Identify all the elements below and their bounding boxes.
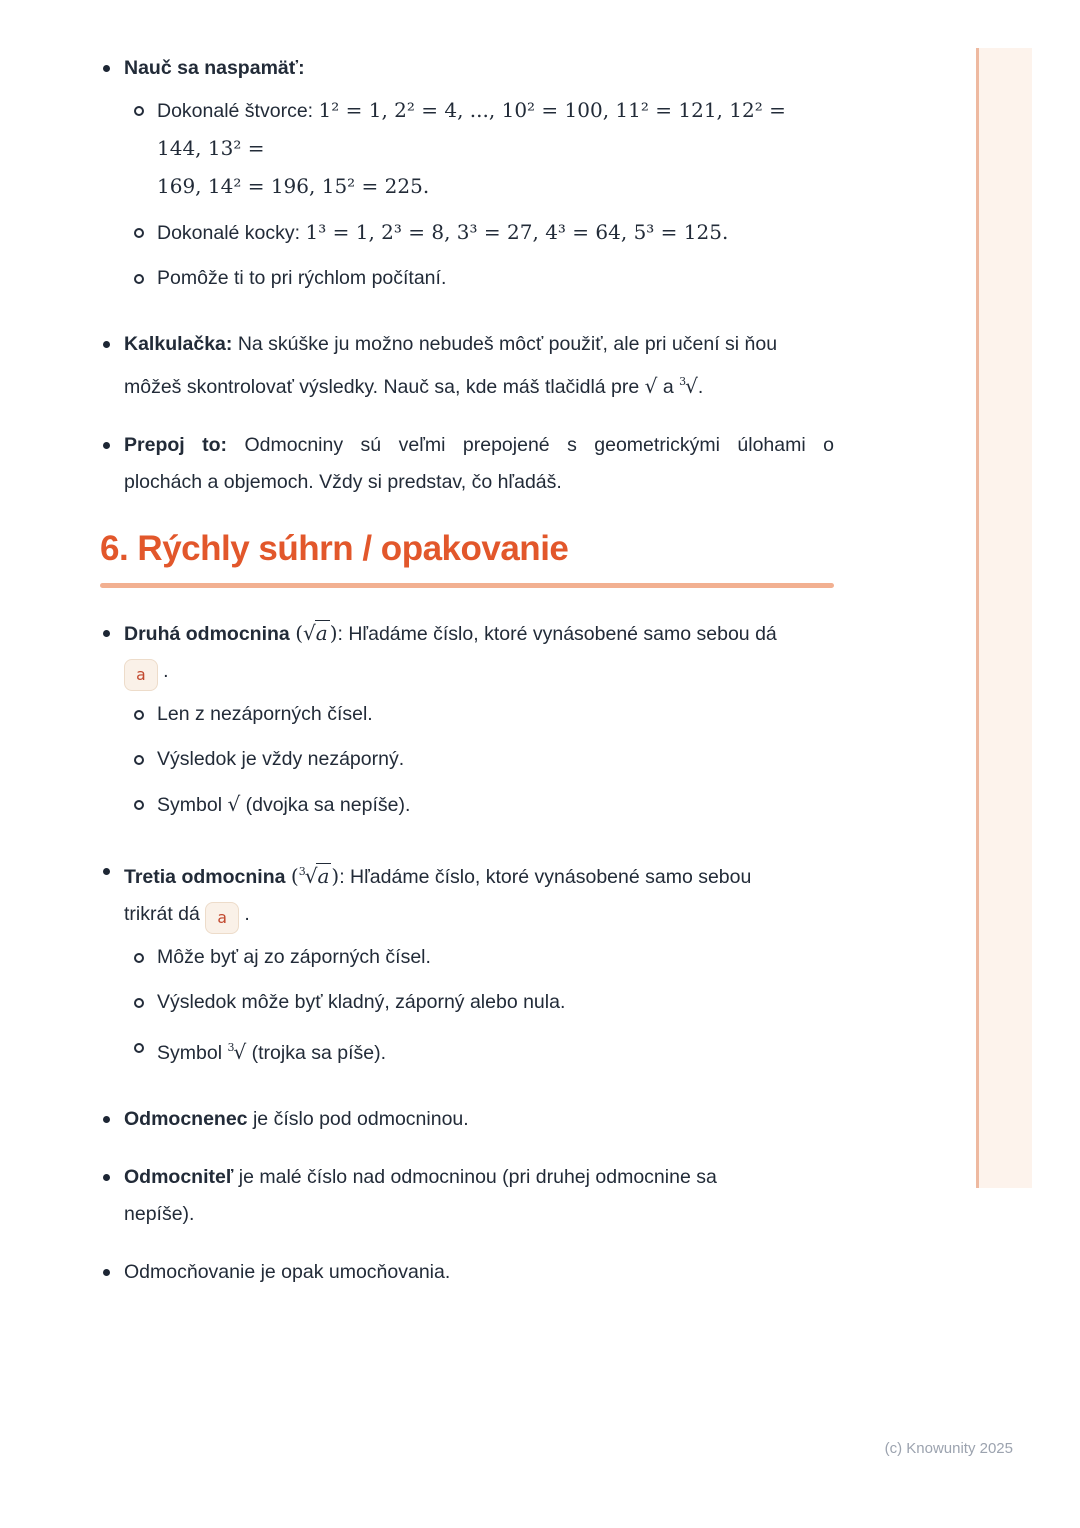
- bullet-inverse-term: [100, 1254, 834, 1291]
- cubes-math: 1³ = 1, 2³ = 8, 3³ = 27, 4³ = 64, 5³ = 125.: [305, 220, 729, 244]
- symbol-suffix: (trojka sa píše).: [251, 1042, 387, 1064]
- sub-bullet: [134, 939, 834, 976]
- sub-bullet-perfect-squares: [134, 92, 834, 206]
- notes-content: [100, 50, 834, 1312]
- sqrt-symbol: √: [227, 792, 241, 816]
- circle-bullet-icon: [134, 228, 144, 238]
- bullet-icon: [103, 1269, 110, 1276]
- connect-label: Prepoj to:: [124, 434, 228, 456]
- term-text-continued: nepíše).: [124, 1203, 195, 1225]
- cube-root-label: Tretia odmocnina: [124, 866, 286, 888]
- square-root-sublist: [134, 696, 834, 824]
- connect-text-continued: plochách a objemoch. Vždy si predstav, čo hľadáš.: [124, 471, 562, 493]
- cube-root-point: Môže byť aj zo záporných čísel.: [157, 946, 431, 968]
- squares-math-continued: 169, 14² = 196, 15² = 225.: [157, 174, 430, 198]
- cube-root-desc: : Hľadáme číslo, ktoré vynásobené samo sebou: [339, 866, 752, 888]
- circle-bullet-icon: [134, 1043, 144, 1053]
- bullet-connect: [100, 427, 834, 501]
- period: .: [244, 903, 250, 925]
- cube-root-sublist: [134, 939, 834, 1072]
- connect-text: Odmocniny sú veľmi prepojené s geometrickými úlohami o: [244, 434, 834, 456]
- term-text: je malé číslo nad odmocninou (pri druhej odmocnine sa: [238, 1166, 717, 1188]
- circle-bullet-icon: [134, 998, 144, 1008]
- calculator-text: Na skúške ju možno nebudeš môcť použiť, ale pri učení si ňou: [237, 333, 778, 355]
- sqrt-a-notation: (√a ): [295, 621, 338, 645]
- bullet-index-term: [100, 1159, 834, 1233]
- circle-bullet-icon: [134, 953, 144, 963]
- term-label: Odmocnenec: [124, 1108, 248, 1130]
- sub-bullet-symbol: [134, 786, 834, 824]
- bullet-icon: [103, 341, 110, 348]
- sub-bullet-symbol: [134, 1029, 834, 1072]
- memorize-title: Nauč sa naspamäť:: [124, 57, 305, 79]
- circle-bullet-icon: [134, 710, 144, 720]
- square-root-point: Len z nezáporných čísel.: [157, 703, 373, 725]
- term-label: Odmocniteľ: [124, 1166, 234, 1188]
- term-text: Odmocňovanie je opak umocňovania.: [124, 1261, 451, 1283]
- bullet-icon: [103, 630, 110, 637]
- section-title: 6. Rýchly súhrn / opakovanie: [100, 529, 569, 568]
- connect-justified-line: [124, 427, 834, 464]
- period: .: [697, 376, 704, 398]
- square-root-point: Výsledok je vždy nezáporný.: [157, 748, 405, 770]
- symbol-prefix: Symbol: [157, 794, 223, 816]
- conjunction: a: [662, 376, 674, 398]
- inline-code-a: a: [205, 902, 239, 934]
- circle-bullet-icon: [134, 800, 144, 810]
- inline-code-a: a: [124, 659, 158, 691]
- sub-bullet: [134, 984, 834, 1021]
- square-root-desc: : Hľadáme číslo, ktoré vynásobené samo sebou dá: [337, 623, 777, 645]
- bullet-icon: [103, 868, 110, 875]
- cube-root-desc-continued: trikrát dá: [124, 903, 200, 925]
- cbrt-a-notation: ($^3$√a ): [290, 864, 340, 888]
- calculator-text-continued: môžeš skontrolovať výsledky. Nauč sa, kde máš tlačidlá pre: [124, 376, 640, 398]
- symbol-suffix: (dvojka sa nepíše).: [245, 794, 411, 816]
- page-edge-bar: [976, 48, 1032, 1188]
- bullet-square-root: [100, 615, 834, 832]
- sqrt-symbol: √: [644, 374, 658, 398]
- symbol-prefix: Symbol: [157, 1042, 223, 1064]
- bullet-calculator: [100, 326, 834, 406]
- sub-bullet: [134, 696, 834, 733]
- bullet-icon: [103, 1116, 110, 1123]
- cbrt-symbol: $^3$√: [679, 374, 698, 398]
- squares-math: 1² = 1, 2² = 4, ..., 10² = 100, 11² = 121, 12² = 144, 13² =: [157, 98, 786, 160]
- period: .: [163, 660, 169, 682]
- copyright-footer: (c) Knowunity 2025: [884, 1440, 1013, 1457]
- circle-bullet-icon: [134, 755, 144, 765]
- circle-bullet-icon: [134, 106, 144, 116]
- cbrt-symbol: $^3$√: [227, 1040, 247, 1064]
- term-text: je číslo pod odmocninou.: [252, 1108, 469, 1130]
- section-divider: [100, 583, 834, 588]
- bullet-cube-root: [100, 853, 834, 1080]
- memorize-tip: Pomôže ti to pri rýchlom počítaní.: [157, 267, 447, 289]
- bullet-memorize: [100, 50, 834, 305]
- sub-bullet: [134, 741, 834, 778]
- bullet-icon: [103, 442, 110, 449]
- bullet-radicand-term: [100, 1101, 834, 1138]
- cubes-label: Dokonalé kocky:: [157, 222, 301, 244]
- squares-label: Dokonalé štvorce:: [157, 100, 314, 122]
- bullet-icon: [103, 1174, 110, 1181]
- square-root-label: Druhá odmocnina: [124, 623, 290, 645]
- circle-bullet-icon: [134, 274, 144, 284]
- cube-root-point: Výsledok môže byť kladný, záporný alebo nula.: [157, 991, 566, 1013]
- memorize-sublist: [134, 92, 834, 297]
- sub-bullet-perfect-cubes: [134, 214, 834, 252]
- bullet-icon: [103, 65, 110, 72]
- calculator-label: Kalkulačka:: [124, 333, 233, 355]
- sub-bullet-memorize-tip: [134, 260, 834, 297]
